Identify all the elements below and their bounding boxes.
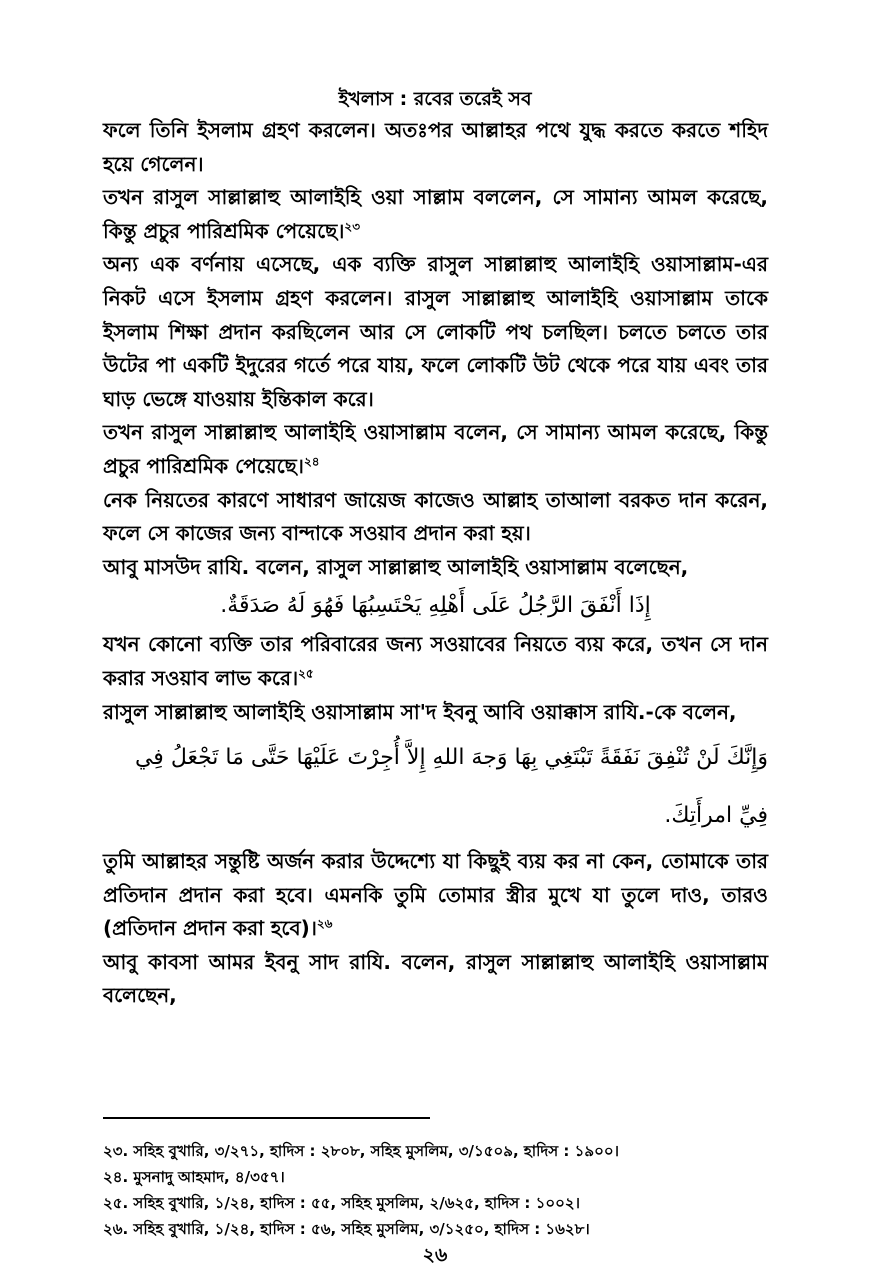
footnote-ref-25: ২৫ xyxy=(298,666,314,681)
paragraph-4 xyxy=(103,416,768,483)
paragraph-1: ফলে তিনি ইসলাম গ্রহণ করলেন। অতঃপর আল্লাহর পথে যুদ্ধ করতে করতে শহিদ হয়ে গেলেন। xyxy=(103,118,768,176)
paragraph-9-text: তুমি আল্লাহর সন্তুষ্টি অর্জন করার উদ্দেশ্যে যা কিছুই ব্যয় কর না কেন, তোমাকে তার প্রতিদান প্রদান করা হবে। এমনকি তুমি তোমার স্ত্রীর মুখে যা তুলে দাও, তারও (প্রতিদান প্রদান করা হবে)। xyxy=(103,849,768,941)
footnote-26: ২৬. সহিহ বুখারি, ১/২৪, হাদিস : ৫৬, সহিহ মুসলিম, ৩/১২৫০, হাদিস : ১৬২৮। xyxy=(103,1220,590,1238)
paragraph-4-text: তখন রাসুল সাল্লাল্লাহু আলাইহি ওয়াসাল্লাম বলেন, সে সামান্য আমল করেছে, কিন্তু প্রচুর পারিশ্রমিক পেয়েছে। xyxy=(103,420,768,478)
footnote-24: ২৪. মুসনাদু আহমাদ, ৪/৩৫৭। xyxy=(103,1168,285,1186)
paragraph-5: নেক নিয়তের কারণে সাধারণ জায়েজ কাজেও আল্লাহ তাআলা বরকত দান করেন, ফলে সে কাজের জন্য বান্দাকে সওয়াব প্রদান করা হয়। xyxy=(103,487,768,546)
paragraph-7-text: যখন কোনো ব্যক্তি তার পরিবারের জন্য সওয়াবের নিয়তে ব্যয় করে, তখন সে দান করার সওয়াব লাভ করে। xyxy=(103,632,768,690)
arabic-hadith-1: إِذَا أَنْفَقَ الرَّجُلُ عَلَى أَهْلِهِ يَحْتَسِبُهَا فَهُوَ لَهُ صَدَقَةٌ. xyxy=(220,593,651,619)
paragraph-2 xyxy=(103,181,768,248)
paragraph-6: আবু মাসউদ রাযি. বলেন, রাসুল সাল্লাল্লাহু আলাইহি ওয়াসাল্লাম বলেছেন, xyxy=(103,554,689,579)
page-number: ২৬ xyxy=(422,1244,448,1266)
footnote-divider xyxy=(103,1117,430,1119)
footnote-25: ২৫. সহিহ বুখারি, ১/২৪, হাদিস : ৫৫, সহিহ মুসলিম, ২/৬২৫, হাদিস : ১০০২। xyxy=(103,1194,580,1212)
footnote-ref-23: ২৩ xyxy=(344,219,360,234)
paragraph-2-text: তখন রাসুল সাল্লাল্লাহু আলাইহি ওয়া সাল্লাম বললেন, সে সামান্য আমল করেছে, কিন্তু প্রচুর পারিশ্রমিক পেয়েছে। xyxy=(103,185,768,243)
footnote-ref-26: ২৬ xyxy=(316,916,333,931)
running-header: ইখলাস : রবের তরেই সব xyxy=(338,88,532,110)
footnote-ref-24: ২৪ xyxy=(303,454,320,469)
footnotes xyxy=(103,1138,768,1242)
main-text xyxy=(103,114,768,1013)
footnote-23: ২৩. সহিহ বুখারি, ৩/২৭১, হাদিস : ২৮০৮, সহিহ মুসলিম, ৩/১৫০৯, হাদিস : ১৯০০। xyxy=(103,1142,619,1160)
paragraph-7 xyxy=(103,628,768,695)
paragraph-10: আবু কাবসা আমর ইবনু সাদ রাযি. বলেন, রাসুল সাল্লাল্লাহু আলাইহি ওয়াসাল্লাম বলেছেন, xyxy=(103,949,768,1008)
paragraph-3: অন্য এক বর্ণনায় এসেছে, এক ব্যক্তি রাসুল সাল্লাল্লাহু আলাইহি ওয়াসাল্লাম-এর নিকট এসে ইসলাম গ্রহণ করলেন। রাসুল সাল্লাল্লাহু আলাইহি ওয়াসাল্লাম তাকে ইসলাম শিক্ষা প্রদান করছিলেন আর সে লোকটি পথ চলছিল। চলতে চলতে তার উটের পা একটি ইদুরের গর্তে পরে যায়, ফলে লোকটি উট থেকে পরে যায় এবং তার ঘাড় ভেঙ্গে যাওয়ায় ইন্তিকাল করে। xyxy=(103,252,768,411)
arabic-hadith-2: وَإِنَّكَ لَنْ تُنْفِقَ نَفَقَةً تَبْتَغِي بِهَا وَجهَ اللهِ إِلاَّ أُجِرْتَ عَلَيْهَا حَتَّى مَا تَجْعَلُ فِي فِيِّ امرأَتِكَ. xyxy=(134,745,768,829)
paragraph-8: রাসুল সাল্লাল্লাহু আলাইহি ওয়াসাল্লাম সা'দ ইবনু আবি ওয়াক্কাস রাযি.-কে বলেন, xyxy=(103,699,737,724)
paragraph-9 xyxy=(103,845,768,946)
